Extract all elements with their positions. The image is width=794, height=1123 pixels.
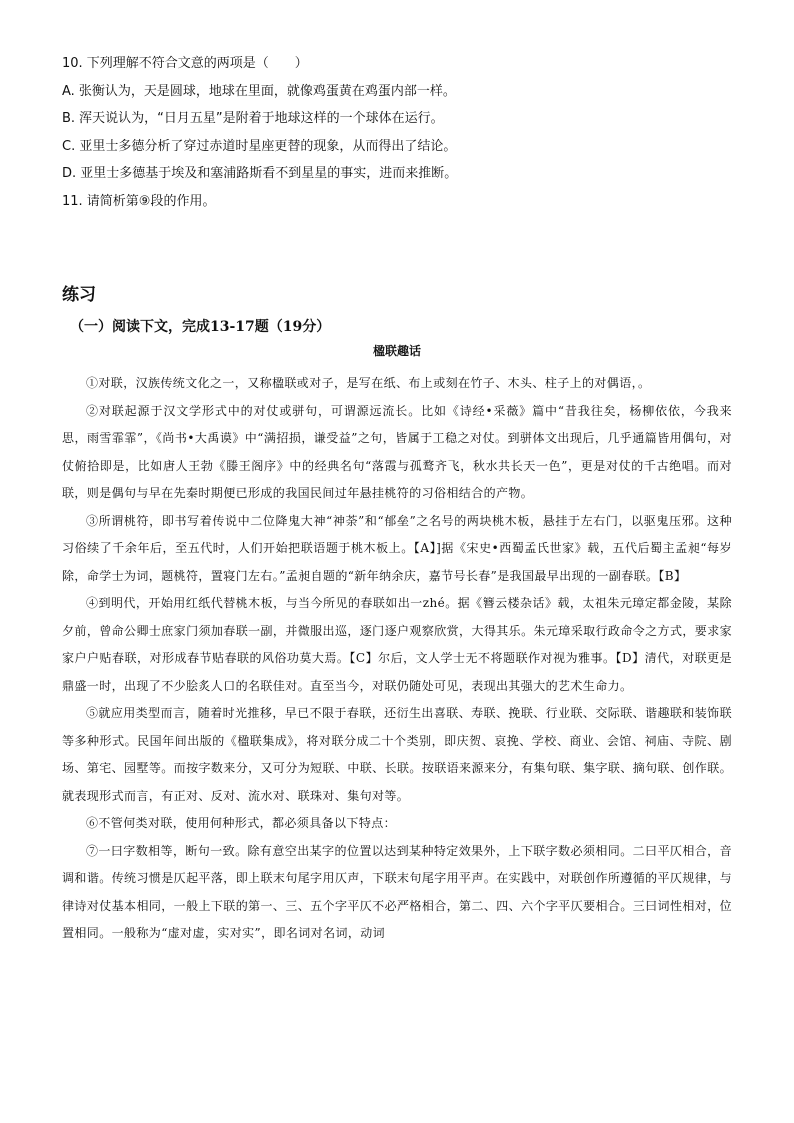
option-a: A. 张衡认为，天是圆球，地球在里面，就像鸡蛋黄在鸡蛋内部一样。: [62, 83, 456, 99]
paragraph-7: ⑦一曰字数相等，断句一致。除有意空出某字的位置以达到某种特定效果外，上下联字数必须相同。二曰平仄相合，音调和谐。传统习惯是仄起平落，即上联末句尾字用仄声，下联末句尾字用平声。在实践中，对联创作所遵循的平仄规律，与律诗对仗基本相同，一般上下联的第一、三、五个字平仄不必严格相合，第二、四、六个字平仄要相合。三曰词性相对，位置相同。一般称为“虚对虚，实对实”，即名词对名词，动词: [62, 843, 732, 940]
article-body: [62, 370, 732, 948]
paragraph-4: ④到明代，开始用红纸代替桃木板，与当今所见的春联如出一zhé。据《簪云楼杂话》载，太祖朱元璋定都金陵，某除夕前，曾命公卿士庶家门须加春联一副，并微服出巡，逐门逐户观察欣赏，大得其乐。朱元璋采取行政命令之方式，要求家家户户贴春联，对形成春节贴春联的风俗功莫大焉。【C】尔后，文人学士无不将题联作对视为雅事。【D】清代，对联更是鼎盛一时，出现了不少脍炙人口的名联佳对。直至当今，对联仍随处可见，表现出其强大的艺术生命力。: [62, 596, 732, 693]
question-11: 11. 请简析第⑨段的作用。: [62, 193, 216, 209]
paragraph-1: ①对联，汉族传统文化之一，又称楹联或对子，是写在纸、布上或刻在竹子、木头、柱子上的对偶语，。: [86, 376, 651, 390]
option-b: B. 浑天说认为，“日月五星”是附着于地球这样的一个球体在运行。: [62, 111, 444, 126]
option-d: D. 亚里士多德基于埃及和塞浦路斯看不到星星的事实，进而来推断。: [62, 166, 458, 181]
question-block: [62, 50, 742, 215]
section-title: 练习: [62, 285, 96, 305]
paragraph-5: ⑤就应用类型而言，随着时光推移，早已不限于春联，还衍生出喜联、寿联、挽联、行业联、交际联、谐趣联和装饰联等多种形式。民国年间出版的《楹联集成》，将对联分成二十个类别，即庆贺、哀挽、学校、商业、会馆、祠庙、寺院、剧场、第宅、园墅等。而按字数来分，又可分为短联、中联、长联。按联语来源来分，有集句联、集字联、摘句联、创作联。就表现形式而言，有正对、反对、流水对、联珠对、集句对等。: [62, 706, 732, 803]
article-title: 楹联趣话: [372, 344, 421, 358]
question-10-stem: 10. 下列理解不符合文意的两项是（ ）: [62, 56, 308, 71]
section-subtitle: （一）阅读下文，完成13-17题（19分）: [70, 319, 331, 335]
paragraph-2: ②对联起源于汉文学形式中的对仗或骈句，可谓源远流长。比如《诗经•采薇》篇中“昔我往矣，杨柳依依，今我来思，雨雪霏霏”，《尚书•大禹谟》中“满招损，谦受益”之句，皆属于工稳之对仗。到骈体文出现后，几乎通篇皆用偶句，对仗俯拾即是，比如唐人王勃《滕王阁序》中的经典名句“落霞与孤鹜齐飞，秋水共长天一色”，更是对仗的千古绝唱。而对联，则是偶句与早在先秦时期便已形成的我国民间过年悬挂桃符的习俗相结合的产物。: [62, 403, 732, 500]
paragraph-6: ⑥不管何类对联，使用何种形式，都必须具备以下特点：: [86, 816, 397, 830]
paragraph-3: ③所谓桃符，即书写着传说中二位降鬼大神“神荼”和“郁垒”之名号的两块桃木板，悬挂于左右门，以驱鬼压邪。这种习俗续了千余年后，至五代时，人们开始把联语题于桃木板上。【A】]据《宋史•西蜀孟氏世家》载，五代后蜀主孟昶“每岁除，命学士为词，题桃符，置寝门左右。”孟昶自题的“新年纳余庆，嘉节号长春”是我国最早出现的一副春联。【B】: [62, 513, 732, 583]
option-c: C. 亚里士多德分析了穿过赤道时星座更替的现象，从而得出了结论。: [62, 138, 457, 154]
